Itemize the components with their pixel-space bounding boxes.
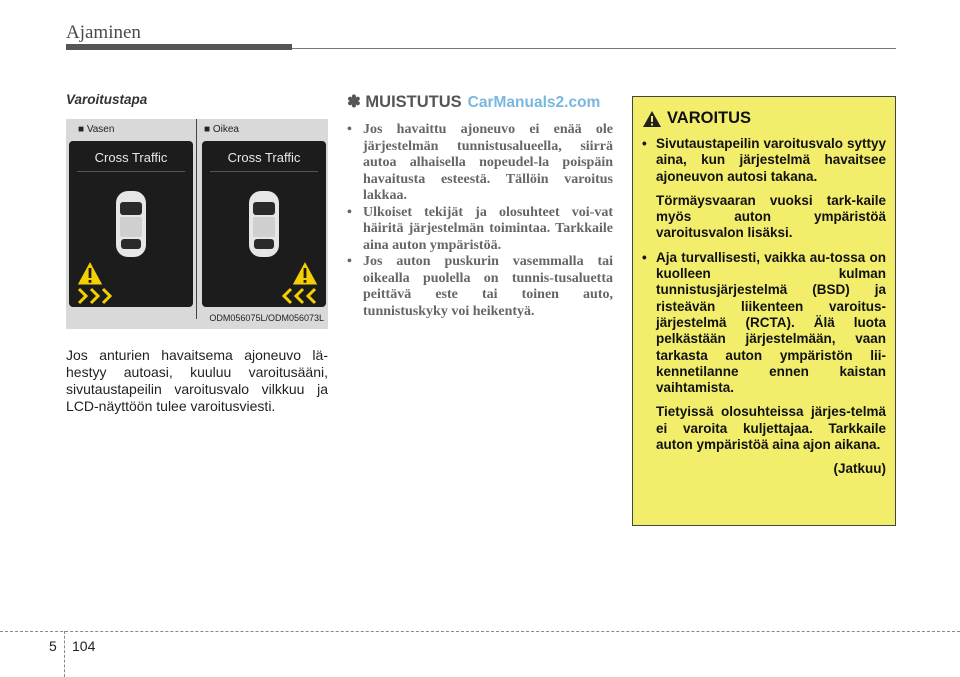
list-item: • Sivutaustapeilin varoitusvalo syttyy aina, kun järjestelmä havaitsee ajoneuvon autosi takana. Törmäysvaaran vuoksi tark-kaile myös auton ympäristöä varoitusvalon lisäksi. [642,136,886,241]
footer-divider [64,631,65,677]
figure [66,119,328,329]
display-panel-right [202,141,326,307]
warning-list [642,136,886,453]
warning-paragraph: Tietyissä olosuhteissa järjes-telmä ei varoita kuljettajaa. Tarkkaile auton ympäristöä aina ajon aikana. [656,404,886,453]
header-bar [66,44,292,50]
warning-paragraph: Aja turvallisesti, vaikka au-tossa on kuolleen kulman tunnistusjärjestelmä (BSD) ja risteävän liikenteen varoitus-järjestelmä (RCTA). Älä luota pelkästään järjestelmään, vaan tarkasta auton ympäristön lii-kennetilanne ennen kaistan vaihtamista. [656,249,886,396]
continued-label: (Jatkuu) [833,461,886,477]
footer-line [0,631,960,632]
watermark: CarManuals2.com [467,94,601,111]
list-item-text: Jos auton puskurin vasemmalla tai oikealla puolella on tunnis-tusaluetta peittävä este tai toinen auto, tunnistuskyky voi heikentyä. [363,254,613,319]
header-title: Ajaminen [66,22,141,43]
panel-title-right: Cross Traffic [227,150,301,165]
list-item: • Aja turvallisesti, vaikka au-tossa on kuolleen kulman tunnistusjärjestelmä (BSD) ja risteävän liikenteen varoitus-järjestelmä (RCTA). Älä luota pelkästään järjestelmään, vaan tarkasta auton ympäristön lii-kennetilanne ennen kaistan vaihtamista. Tietyissä olosuhteissa järjes-telmä ei varoita kuljettajaa. Tarkkaile auton ympäristöä aina ajon aikana. [642,249,886,453]
chevron-left-icon [282,286,342,306]
warning-triangle-icon [290,259,320,287]
note-title: ✽ MUISTUTUS [347,93,462,111]
warning-box [632,96,896,526]
section-subtitle: Varoitustapa [66,92,148,107]
warning-triangle-icon [642,110,662,128]
figure-divider [196,119,197,319]
header-line [292,48,896,49]
figure-label-left: ■ Vasen [78,124,115,135]
list-item-text: Ulkoiset tekijät ja olosuhteet voi-vat häiritä järjestelmän toimintaa. Tarkkaile aina auton ympäristöä. [363,204,613,253]
figure-caption: ODM056075L/ODM056073L [209,313,324,323]
list-item: • Ulkoiset tekijät ja olosuhteet voi-vat häiritä järjestelmän toimintaa. Tarkkaile aina auton ympäristöä. [347,204,613,253]
warning-paragraph: Sivutaustapeilin varoitusvalo syttyy aina, kun järjestelmä havaitsee ajoneuvon autosi takana. [656,136,886,184]
list-item: • Jos havaittu ajoneuvo ei enää ole järjestelmän tunnistusalueella, siirrä autoa alhaisella nopeudel-la poispäin havaitusta esteestä. Tällöin varoitus lakkaa. [347,122,613,203]
list-item-text: Jos havaittu ajoneuvo ei enää ole järjestelmän tunnistusalueella, siirrä autoa alhaisella nopeudel-la poispäin havaitusta esteestä. Tällöin varoitus lakkaa. [363,122,613,203]
left-column [66,92,328,415]
chapter-number: 5 [49,638,57,654]
list-item: • Jos auton puskurin vasemmalla tai oikealla puolella on tunnis-tusaluetta peittävä este tai toinen auto, tunnistuskyky voi heikentyä. [347,254,613,319]
body-paragraph: Jos anturien havaitsema ajoneuvo lä-hestyy autoasi, kuuluu varoitusääni, sivutaustapeilin varoitusvalo vilkkuu ja LCD-näyttöön tulee varoitusviesti. [66,347,328,414]
chevron-right-icon [77,286,137,306]
panel-title-left: Cross Traffic [94,150,168,165]
note-list [347,122,613,320]
page-number: 104 [72,638,96,654]
note-column [347,92,613,320]
warning-header [642,109,886,128]
warning-triangle-icon [75,259,105,287]
warning-title: VAROITUS [667,109,752,127]
note-header [347,92,613,112]
display-panel-left [69,141,193,307]
figure-label-right: ■ Oikea [204,124,239,135]
warning-paragraph: Törmäysvaaran vuoksi tark-kaile myös auton ympäristöä varoitusvalon lisäksi. [656,192,886,241]
